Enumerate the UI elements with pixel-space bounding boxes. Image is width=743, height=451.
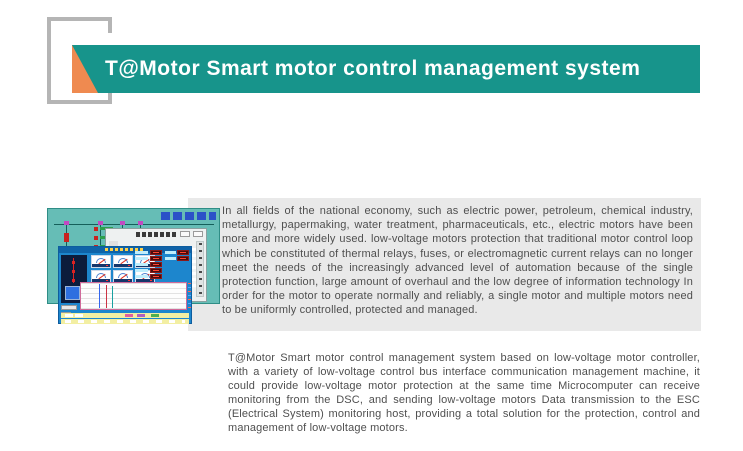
intro-paragraph-box: [188, 198, 701, 331]
scada-bus-line: [54, 224, 214, 225]
gauge-grid: [91, 255, 159, 285]
scada-node: [64, 221, 69, 225]
table-window-title: [136, 232, 176, 237]
scada-node: [98, 221, 103, 225]
gauge: [91, 255, 111, 268]
table-window-button: [193, 231, 203, 237]
bracket-stub-top: [108, 17, 112, 33]
page-title: T@Motor Smart motor control management system: [105, 57, 641, 80]
intro-paragraph: In all fields of the national economy, such as electric power, petroleum, chemical industry, metallurgy, papermaking, water treatment, pharmaceuticals, etc., electric motors have been more and more widely used. low-voltage motors protection that traditional motor control loop which be constituted of thermal relays, fuses, or electromagnetic current relays can no longer meet the needs of the increasingly advanced level of automation because of the single protection function, large amount of overhaul and the low degree of information technology In order for the motor to operate normally and reliably, a single motor and multiple motors need to be uniformly controlled, protected and managed.: [222, 205, 693, 317]
status-bar-top: [61, 313, 189, 318]
scada-node: [120, 221, 125, 225]
scada-title-text: [161, 212, 216, 220]
monitor-small-button: [61, 305, 77, 310]
status-bar-bottom: [61, 319, 189, 324]
table-scrollbar: [196, 241, 204, 297]
chart-axis-labels: [188, 283, 191, 309]
table-window-button: [180, 231, 190, 237]
title-banner: [72, 45, 700, 93]
gauge: [113, 255, 133, 268]
scada-breaker: [64, 233, 69, 242]
monitor-window-thumbnail: [58, 246, 192, 324]
software-screenshot-thumbnail: [47, 206, 222, 324]
product-paragraph: T@Motor Smart motor control management system based on low-voltage motor controller, with a variety of low-voltage control bus interface communication management machine, it could provide low-voltage motor protection at the same time Microcomputer can receive monitoring from the DSC, and sending low-voltage motors Data transmission to the ESC (Electrical System) monitoring host, providing a total solution for the protection, control and management of low-voltage motors.: [228, 352, 700, 434]
scada-node: [138, 221, 143, 225]
trend-chart: [80, 282, 187, 310]
